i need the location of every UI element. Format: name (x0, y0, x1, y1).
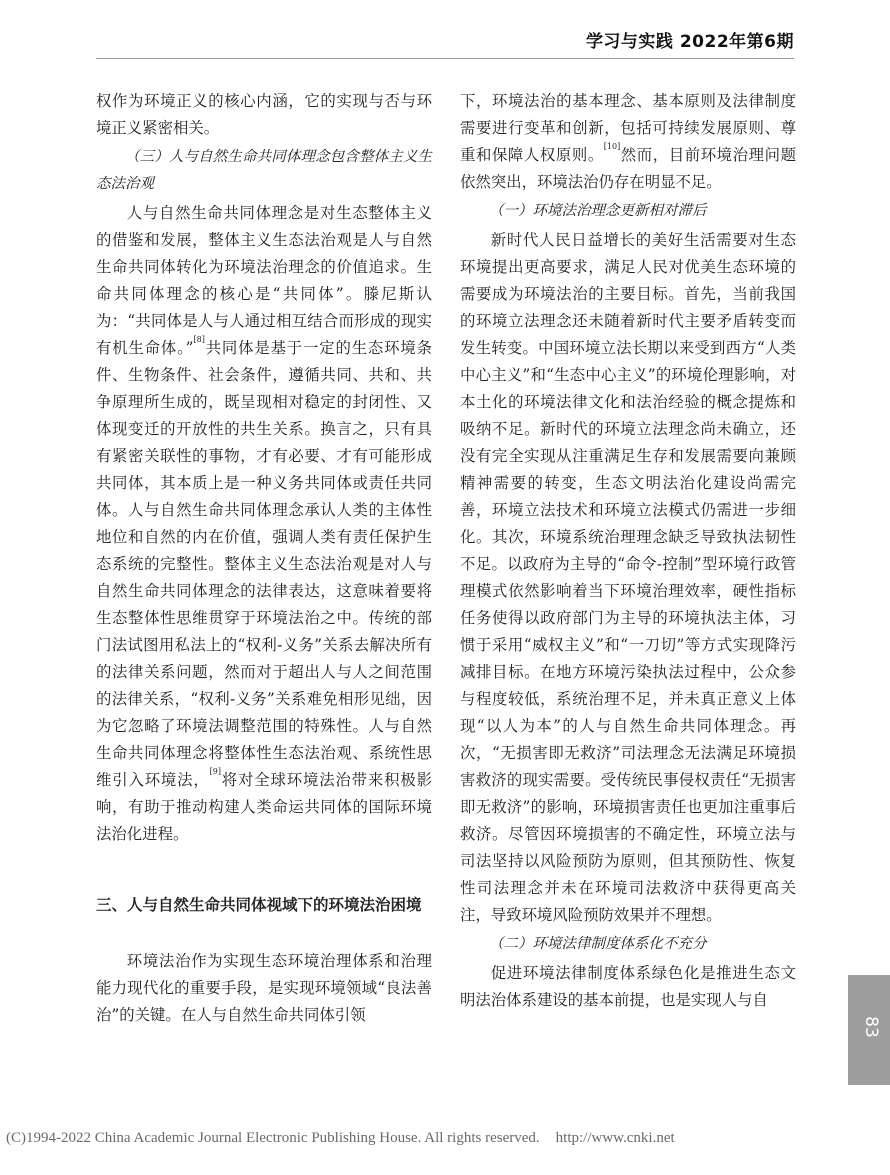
citation-8: [8] (193, 335, 205, 344)
footer-url: http://www.cnki.net (555, 1130, 675, 1146)
subheading-1: （一）环境法治理念更新相对滞后 (489, 203, 707, 219)
page-number: 83 (860, 1016, 881, 1038)
paragraph-rule-of-law: 环境法治作为实现生态环境治理体系和治理能力现代化的重要手段，是实现环境领域“良法善治”的关键。在人与自然生命共同体引领 (96, 952, 432, 1024)
header-rule (96, 58, 794, 59)
section-heading-3: 三、人与自然生命共同体视域下的环境法治困境 (96, 896, 422, 914)
journal-header: 学习与实践 2022年第6期 (585, 32, 794, 52)
paragraph-text: 人与自然生命共同体理念是对生态整体主义的借鉴和发展，整体主义生态法治观是人与自然生命共同体转化为环境法治理念的价值追求。生命共同体理念的核心是“共同体”。滕尼斯认为：“共同体是人与人通过相互结合而形成的现实有机生命体。” (96, 204, 432, 357)
right-column (460, 88, 796, 1014)
footer (6, 1130, 886, 1147)
paragraph-legislation: 新时代人民日益增长的美好生活需要对生态环境提出更高要求，满足人民对优美生态环境的需要成为环境法治的主要目标。首先，当前我国的环境立法理念还未随着新时代主要矛盾转变而发生转变。中国环境立法长期以来受到西方“人类中心主义”和“生态中心主义”的环境伦理影响，对本土化的环境法律文化和法治经验的概念提炼和吸纳不足。新时代的环境立法理念尚未确立，还没有完全实现从注重满足生存和发展需要向兼顾精神需要的转变，生态文明法治化建设尚需完善，环境立法技术和环境立法模式仍需进一步细化。其次，环境系统治理理念缺乏导致执法韧性不足。以政府为主导的“命令-控制”型环境行政管理模式依然影响着当下环境治理效率，硬性指标任务使得以政府部门为主导的环境执法主体，习惯于采用“威权主义”和“一刀切”等方式实现降污减排目标。在地方环境污染执法过程中，公众参与程度较低，系统治理不足，并未真正意义上体现“以人为本”的人与自然生命共同体理念。再次，“无损害即无救济”司法理念无法满足环境损害救济的现实需要。受传统民事侵权责任“无损害即无救济”的影响，环境损害责任也更加注重事后救济。尽管因环境损害的不确定性，环境立法与司法坚持以风险预防为原则，但其预防性、恢复性司法理念并未在环境司法救济中获得更高关注，导致环境风险预防效果并不理想。 (460, 231, 796, 924)
paragraph-continued-right (460, 88, 796, 196)
copyright-text: (C)1994-2022 China Academic Journal Electronic Publishing House. All rights reserved. (6, 1130, 540, 1146)
paragraph-continued: 权作为环境正义的核心内涵，它的实现与否与环境正义紧密相关。 (96, 92, 432, 137)
paragraph-text: 将对全球环境法治带来积极影响，有助于推动构建人类命运共同体的国际环境法治化进程。 (96, 771, 432, 843)
paragraph-community (96, 200, 432, 848)
citation-9: [9] (209, 767, 221, 776)
paragraph-text: 共同体是基于一定的生态环境条件、生物条件、社会条件，遵循共同、共和、共争原理所生成的，既呈现相对稳定的封闭性、又体现变迁的开放性的共生关系。换言之，只有具有紧密关联性的事物，才有必要、才有可能形成共同体，其本质上是一种义务共同体或责任共同体。人与自然生命共同体理念承认人类的主体性地位和自然的内在价值，强调人类有责任保护生态系统的完整性。整体主义生态法治观是对人与自然生命共同体理念的法律表达，这意味着要将生态整体性思维贯穿于环境法治之中。传统的部门法试图用私法上的“权利-义务”关系去解决所有的法律关系问题，然而对于超出人与人之间范围的法律关系，“权利-义务”关系难免相形见绌，因为它忽略了环境法调整范围的特殊性。人与自然生命共同体理念将整体性生态法治观、系统性思维引入环境法， (96, 339, 432, 789)
citation-10: [10] (603, 142, 621, 151)
paragraph-text: 然而，目前环境治理问题依然突出，环境法治仍存在明显不足。 (460, 146, 796, 191)
left-column (96, 88, 432, 1029)
paragraph-system: 促进环境法律制度体系绿色化是推进生态文明法治体系建设的基本前提，也是实现人与自 (460, 964, 796, 1009)
subheading-2: （二）环境法律制度体系化不充分 (489, 936, 707, 952)
subheading-3: （三）人与自然生命共同体理念包含整体主义生态法治观 (96, 149, 432, 192)
page-number-tab (848, 975, 890, 1085)
paragraph-text: 下，环境法治的基本理念、基本原则及法律制度需要进行变革和创新，包括可持续发展原则、尊重和保障人权原则。 (460, 92, 796, 164)
